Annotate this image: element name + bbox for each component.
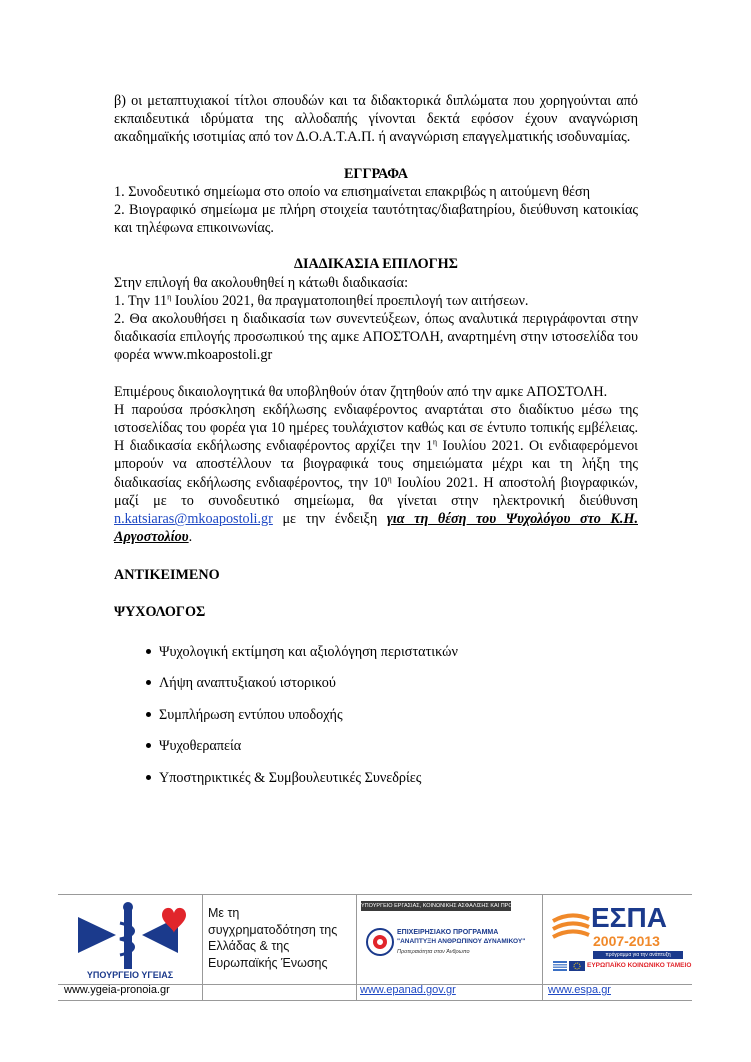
ministry-logo (58, 895, 202, 984)
bullet-icon (146, 680, 151, 685)
divider (542, 983, 543, 1000)
document-body (114, 92, 638, 800)
espa-slogan: πρόγραμμα για την ανάπτυξη (593, 951, 683, 959)
ministry-label: ΥΠΟΥΡΓΕΙΟ ΥΓΕΙΑΣ (86, 970, 174, 980)
epanad-emblem-icon (365, 927, 395, 957)
url-espa[interactable]: www.espa.gr (548, 984, 611, 996)
documents-heading: ΕΓΓΡΑΦΑ (343, 165, 409, 182)
notice-paragraph (114, 401, 638, 547)
duty-text: Ψυχολογική εκτίμηση και αξιολόγηση περιστατικών (159, 643, 458, 660)
notice-sup-2: η (387, 473, 392, 483)
object-heading: ΑΝΤΙΚΕΙΜΕΝΟ (114, 567, 220, 584)
footer (58, 894, 692, 1000)
selection-process-heading: ΔΙΑΔΙΚΑΣΙΑ ΕΠΙΛΟΓΗΣ (294, 256, 458, 273)
notice-text-d: με την ένδειξη (272, 511, 387, 528)
duty-text: Ψυχοθεραπεία (159, 738, 242, 755)
notice-end: . (188, 529, 193, 546)
url-ygeia-pronoia[interactable]: www.ygeia-pronoia.gr (64, 984, 170, 996)
espa-fund: ΕΥΡΩΠΑΪΚΟ ΚΟΙΝΩΝΙΚΟ ΤΑΜΕΙΟ (587, 962, 692, 969)
paragraph-foreign-degrees: β) οι μεταπτυχιακοί τίτλοι σπουδών και τα διδακτορικά διπλώματα που χορηγούνται από εκπαιδευτικά ιδρύματα της αλλοδαπής γίνονται δεκτά εφόσον έχουν αναγνώριση ακαδημαϊκής ισοτιμίας από τον Δ.Ο.Α.Τ.Α.Π. ή αναγνώριση επαγγελματικής ισοδυναμίας. (114, 93, 638, 146)
list-item (114, 769, 638, 801)
list-item (114, 643, 638, 675)
notice-text-c: Ιουλίου 2021. Η αποστολή βιογραφικών, μαζί με το συνοδευτικό σημείωμα, θα γίνεται στην ηλεκτρονική διεύθυνση (114, 474, 638, 509)
bullet-icon (146, 775, 151, 780)
footer-urls-row (58, 983, 692, 1001)
notice-text-b: Ιουλίου 2021. Οι ενδιαφερόμενοι μπορούν να αποστέλλουν τα βιογραφικά τους σημειώματα μέχρι και τη λήξη της διαδικασίας εκδήλωσης ενδιαφέροντος, την 10 (114, 438, 638, 491)
divider (202, 983, 203, 1000)
step1-text: 1. Την 11 (114, 292, 168, 309)
epanad-logo (357, 895, 542, 984)
duties-list (114, 643, 638, 801)
step1-text-rest: Ιουλίου 2021, θα πραγματοποιηθεί προεπιλογή των αιτήσεων. (171, 292, 529, 309)
notice-emphasis: για τη θέση του Ψυχολόγου στο Κ.Η. Αργοστολίου (114, 511, 638, 546)
epanad-ministry-bar: ΥΠΟΥΡΓΕΙΟ ΕΡΓΑΣΙΑΣ, ΚΟΙΝΩΝΙΚΗΣ ΑΣΦΑΛΙΣΗΣ ΚΑΙ ΠΡΟΝΟΙΑΣ (361, 903, 530, 909)
espa-title: ΕΣΠΑ (591, 902, 667, 933)
epanad-line1: ΕΠΙΧΕΙΡΗΣΙΑΚΟ ΠΡΟΓΡΑΜΜΑ (397, 929, 499, 936)
duty-text: Συμπλήρωση εντύπου υποδοχής (159, 706, 343, 723)
process-step-1 (114, 292, 638, 310)
document-item-1: 1. Συνοδευτικό σημείωμα στο οποίο να επισημαίνεται επακριβώς η αιτούμενη θέση (114, 183, 591, 200)
cofunding-text: Με τη συγχρηματοδότηση της Ελλάδας & της Ευρωπαϊκής Ένωσης (208, 906, 338, 970)
list-item (114, 674, 638, 706)
duty-text: Λήψη αναπτυξιακού ιστορικού (159, 675, 336, 692)
process-step-2: 2. Θα ακολουθήσει η διαδικασία των συνεντεύξεων, όπως αναλυτικά περιγράφονται στην διαδικασία επιλογής προσωπικού της αμκε ΑΠΟΣΤΟΛΗ, αναρτημένη στην ιστοσελίδα του φορέα www.mkoapostoli.gr (114, 311, 638, 364)
process-intro: Στην επιλογή θα ακολουθηθεί η κάτωθι διαδικασία: (114, 274, 409, 291)
duty-text: Υποστηρικτικές & Συμβουλευτικές Συνεδρίες (159, 769, 422, 786)
documents-later: Επιμέρους δικαιολογητικά θα υποβληθούν όταν ζητηθούν από την αμκε ΑΠΟΣΤΟΛΗ. (114, 383, 608, 400)
role-heading: ΨΥΧΟΛΟΓΟΣ (114, 603, 206, 620)
url-epanad[interactable]: www.epanad.gov.gr (360, 984, 456, 996)
email-link[interactable]: n.katsiaras@mkoapostoli.gr (114, 511, 273, 528)
greek-flag-icon (553, 961, 567, 971)
divider (202, 895, 203, 984)
ministry-staff-top (123, 902, 133, 912)
footer-logos-row (58, 894, 692, 985)
epanad-line2: "ΑΝΑΠΤΥΞΗ ΑΝΘΡΩΠΙΝΟΥ ΔΥΝΑΜΙΚΟΥ" (397, 938, 526, 945)
notice-text-a: Η παρούσα πρόσκληση εκδήλωσης ενδιαφέροντος αναρτάται στο διαδίκτυο μέσω της ιστοσελίδας του φορέα για 10 ημέρες τουλάχιστον καθώς και σε έντυπο τοπικής εμβέλειας. Η διαδικασία εκδήλωσης ενδιαφέροντος αρχίζει την 1 (114, 401, 638, 455)
list-item (114, 737, 638, 769)
notice-sup-1: η (432, 437, 438, 447)
bullet-icon (146, 649, 151, 654)
divider (356, 983, 357, 1000)
bullet-icon (146, 743, 151, 748)
document-item-2: 2. Βιογραφικό σημείωμα με πλήρη στοιχεία ταυτότητας/διαβατηρίου, διεύθυνση κατοικίας και τηλέφωνα επικοινωνίας. (114, 202, 638, 237)
list-item (114, 706, 638, 738)
epanad-line3: Προτεραιότητα στον Άνθρωπο (397, 949, 470, 955)
espa-swoosh-icon (551, 909, 591, 949)
espa-logo (543, 895, 692, 984)
espa-years: 2007-2013 (593, 933, 660, 949)
bullet-icon (146, 712, 151, 717)
ministry-wing-left (78, 917, 116, 953)
step1-sup: η (167, 292, 172, 302)
eu-flag-icon (569, 961, 585, 971)
